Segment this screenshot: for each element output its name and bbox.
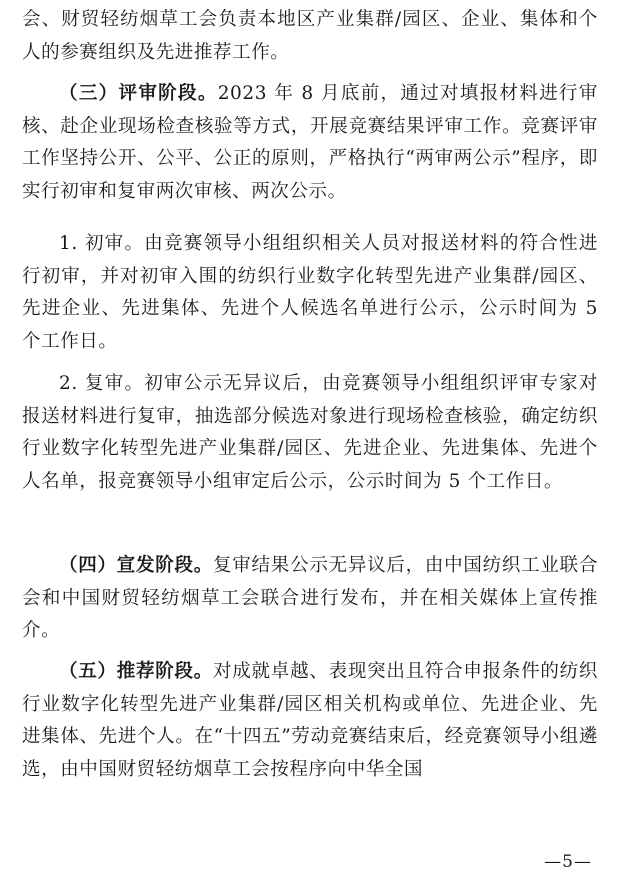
section-heading-review-stage: （三）评审阶段。	[59, 83, 218, 104]
paragraph-text: 1. 初审。由竞赛领导小组组织相关人员对报送材料的符合性进行初审，并对初审入围的纺织行业数字化转型先进产业集群/园区、先进企业、先进集体、先进个人候选名单进行公示，公示时间为 5 个工作日。	[22, 233, 598, 352]
section-heading-recommendation-stage: （五）推荐阶段。	[59, 661, 214, 682]
paragraph-continuation	[22, 4, 598, 69]
section-heading-publicity-stage: （四）宣发阶段。	[59, 555, 214, 576]
paragraph-second-review	[22, 368, 598, 498]
paragraph-text: 对成就卓越、表现突出且符合申报条件的纺织行业数字化转型先进产业集群/园区相关机构或单位、先进企业、先进集体、先进个人。在“十四五”劳动竞赛结束后，经竞赛领导小组遴选，由中国财贸轻纺烟草工会按程序向中华全国	[22, 661, 598, 780]
paragraph-text: 2023 年 8 月底前，通过对填报材料进行审核、赴企业现场检查核验等方式，开展竞赛结果评审工作。竞赛评审工作坚持公开、公平、公正的原则，严格执行“两审两公示”程序，即实行初审和复审两次审核、两次公示。	[22, 83, 598, 202]
paragraph-publicity-stage	[22, 550, 598, 648]
page-number: —5—	[544, 852, 592, 872]
paragraph-first-review	[22, 228, 598, 358]
paragraph-text: 2. 复审。初审公示无异议后，由竞赛领导小组组织评审专家对报送材料进行复审，抽选部分候选对象进行现场检查核验，确定纺织行业数字化转型先进产业集群/园区、先进企业、先进集体、先进个人名单，报竞赛领导小组审定后公示，公示时间为 5 个工作日。	[22, 373, 598, 492]
paragraph-review-stage	[22, 78, 598, 208]
paragraph-text: 会、财贸轻纺烟草工会负责本地区产业集群/园区、企业、集体和个人的参赛组织及先进推荐工作。	[22, 9, 598, 63]
paragraph-recommendation-stage	[22, 656, 598, 786]
paragraph-text: 复审结果公示无异议后，由中国纺织工业联合会和中国财贸轻纺烟草工会联合进行发布，并在相关媒体上宣传推介。	[22, 555, 598, 642]
